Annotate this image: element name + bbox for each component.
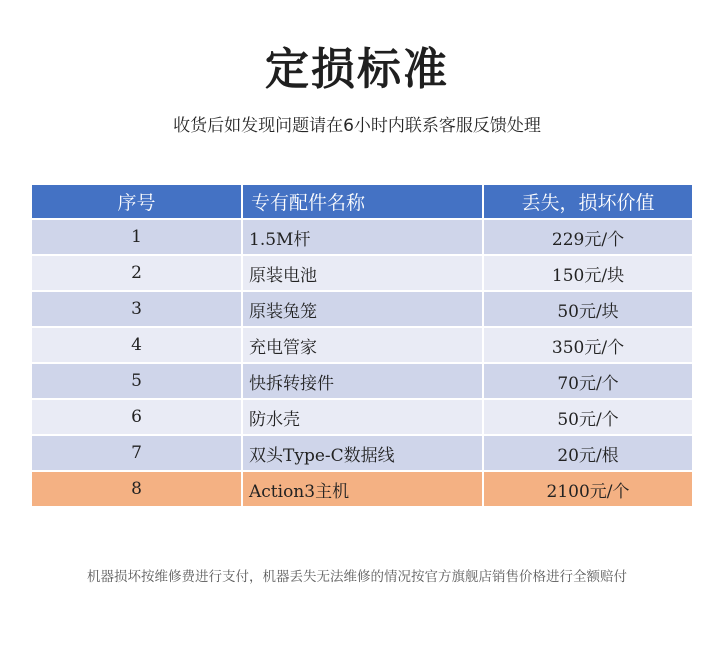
table-row — [32, 364, 692, 398]
price-cell: 70元/个 — [484, 364, 692, 398]
part-name-cell: 充电管家 — [243, 328, 482, 362]
column-header-number: 序号 — [32, 185, 241, 218]
row-number-cell: 4 — [32, 328, 241, 362]
damage-price-table — [30, 183, 694, 508]
price-cell: 150元/块 — [484, 256, 692, 290]
table-header-row — [32, 185, 692, 218]
column-header-part-name: 专有配件名称 — [243, 185, 482, 218]
compensation-note: 机器损坏按维修费进行支付，机器丢失无法维修的情况按官方旗舰店销售价格进行全额赔付 — [87, 569, 627, 585]
part-name-cell: 原装电池 — [243, 256, 482, 290]
price-cell: 20元/根 — [484, 436, 692, 470]
row-number-cell: 7 — [32, 436, 241, 470]
table-row — [32, 400, 692, 434]
row-number-cell: 8 — [32, 472, 241, 506]
row-number-cell: 5 — [32, 364, 241, 398]
price-cell: 2100元/个 — [484, 472, 692, 506]
part-name-cell: Action3主机 — [243, 472, 482, 506]
part-name-cell: 防水壳 — [243, 400, 482, 434]
page-title: 定损标准 — [265, 44, 449, 95]
table-row-highlighted — [32, 472, 692, 506]
table-row — [32, 256, 692, 290]
part-name-cell: 快拆转接件 — [243, 364, 482, 398]
part-name-cell: 原装兔笼 — [243, 292, 482, 326]
price-cell: 50元/块 — [484, 292, 692, 326]
column-header-loss-damage-value: 丢失，损坏价值 — [484, 185, 692, 218]
row-number-cell: 3 — [32, 292, 241, 326]
row-number-cell: 1 — [32, 220, 241, 254]
price-cell: 229元/个 — [484, 220, 692, 254]
page-subtitle: 收货后如发现问题请在6小时内联系客服反馈处理 — [173, 116, 541, 136]
table-row — [32, 292, 692, 326]
price-cell: 350元/个 — [484, 328, 692, 362]
table-row — [32, 220, 692, 254]
row-number-cell: 6 — [32, 400, 241, 434]
price-cell: 50元/个 — [484, 400, 692, 434]
table-row — [32, 436, 692, 470]
table-row — [32, 328, 692, 362]
row-number-cell: 2 — [32, 256, 241, 290]
part-name-cell: 1.5M杆 — [243, 220, 482, 254]
part-name-cell: 双头Type-C数据线 — [243, 436, 482, 470]
